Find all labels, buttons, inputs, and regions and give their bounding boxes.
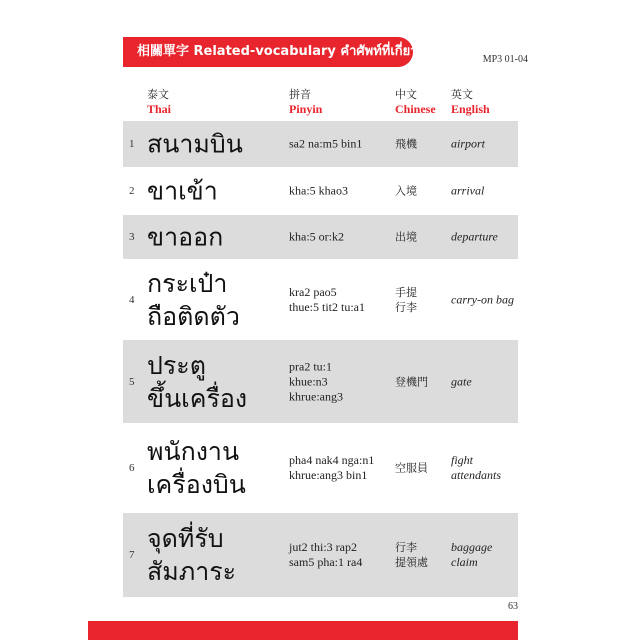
pinyin-text-cell (289, 359, 343, 404)
english-word: gate (451, 374, 472, 388)
pinyin-text: kha:5 khao3 (289, 183, 348, 198)
english-word-cell (451, 184, 484, 199)
chinese-word-cell (395, 540, 428, 570)
pinyin-text: khrue:ang3 bin1 (289, 468, 368, 482)
chinese-word-cell (395, 184, 417, 199)
column-header-thai-zh: 泰文 (147, 88, 169, 101)
row-number: 2 (129, 185, 135, 197)
pinyin-text: kra2 pao5 (289, 285, 337, 299)
thai-word-cell (147, 221, 223, 254)
english-word: arrival (451, 183, 485, 198)
english-word-cell (451, 540, 492, 570)
row-number: 7 (129, 549, 135, 561)
footer-bar (88, 621, 518, 640)
column-header-thai (147, 88, 171, 116)
chinese-word: 行李 (395, 541, 417, 554)
pinyin-text-cell (289, 230, 344, 245)
pinyin-text: sa2 na:m5 bin1 (289, 136, 363, 151)
row-number: 3 (129, 231, 135, 243)
table-row (123, 169, 518, 213)
column-header-chinese (395, 88, 436, 116)
column-header-english-en: English (451, 102, 490, 116)
pinyin-text: thue:5 tit2 tu:a1 (289, 300, 365, 314)
english-word-cell (451, 293, 514, 308)
table-row (123, 513, 518, 597)
chinese-word-cell (395, 285, 417, 315)
thai-word: ขาเข้า (147, 176, 218, 206)
english-word: fight (451, 453, 474, 467)
thai-word-cell (147, 435, 246, 501)
english-word-cell (451, 453, 501, 483)
chinese-word-cell (395, 230, 417, 245)
english-word: airport (451, 136, 486, 151)
chinese-word: 手提 (395, 286, 417, 299)
pinyin-text-cell (289, 137, 362, 152)
column-header-english (451, 88, 490, 116)
table-row (123, 262, 518, 338)
pinyin-text: jut2 thi:3 rap2 (289, 540, 357, 554)
table-row (123, 425, 518, 511)
pinyin-text: kha:5 or:k2 (289, 229, 344, 244)
chinese-word-cell (395, 374, 428, 389)
english-word-cell (451, 230, 498, 245)
thai-word: ถือติดตัว (147, 302, 240, 331)
thai-word: เครื่องบิน (147, 470, 246, 499)
thai-word-cell (147, 349, 247, 415)
english-word-cell (451, 137, 485, 152)
thai-word: สัมภาระ (147, 557, 237, 586)
column-header-thai-en: Thai (147, 102, 172, 116)
table-row (123, 215, 518, 259)
column-header-chinese-zh: 中文 (395, 88, 417, 101)
thai-word: สนามบิน (147, 129, 243, 159)
chinese-word: 登機門 (395, 375, 428, 388)
pinyin-text: pha4 nak4 nga:n1 (289, 453, 375, 467)
pinyin-text: khrue:ang3 (289, 389, 343, 403)
pinyin-text-cell (289, 540, 362, 570)
page-number: 63 (508, 601, 518, 612)
column-header-english-zh: 英文 (451, 88, 473, 101)
english-word: carry-on bag (451, 292, 514, 307)
english-word: claim (451, 555, 478, 569)
english-word: departure (451, 229, 498, 244)
section-title-banner: 相關單字 Related-vocabulary คำศัพท์ที่เกี่ยวข้อง (123, 37, 413, 67)
table-row (123, 340, 518, 423)
thai-word: กระเป๋า (147, 269, 228, 298)
thai-word: ขาออก (147, 222, 224, 252)
pinyin-text-cell (289, 285, 365, 315)
thai-word-cell (147, 267, 240, 333)
pinyin-text-cell (289, 184, 348, 199)
chinese-word-cell (395, 137, 417, 152)
thai-word: ขึ้นเครื่อง (147, 383, 248, 413)
pinyin-text-cell (289, 453, 374, 483)
thai-word: จุดที่รับ (147, 524, 224, 553)
pinyin-text: pra2 tu:1 (289, 359, 332, 373)
pinyin-text: sam5 pha:1 ra4 (289, 555, 363, 569)
chinese-word: 入境 (395, 184, 417, 198)
chinese-word: 飛機 (395, 137, 417, 151)
column-header-pinyin (289, 88, 322, 116)
thai-word-cell (147, 175, 218, 208)
thai-word-cell (147, 522, 236, 588)
chinese-word: 空服員 (395, 461, 428, 475)
chinese-word: 出境 (395, 230, 417, 244)
english-word: attendants (451, 468, 501, 482)
english-word-cell (451, 374, 472, 389)
chinese-word: 提領處 (395, 556, 428, 569)
chinese-word-cell (395, 461, 428, 476)
column-header-pinyin-en: Pinyin (289, 102, 323, 116)
thai-word: ประตู (147, 350, 206, 380)
audio-track-label: MP3 01-04 (482, 54, 528, 65)
chinese-word: 行李 (395, 301, 417, 314)
english-word: baggage (451, 540, 493, 554)
row-number: 1 (129, 138, 135, 150)
thai-word: พนักงาน (147, 437, 240, 466)
row-number: 4 (129, 294, 135, 306)
column-header-chinese-en: Chinese (395, 102, 436, 116)
thai-word-cell (147, 128, 243, 161)
pinyin-text: khue:n3 (289, 374, 328, 388)
row-number: 5 (129, 375, 135, 388)
row-number: 6 (129, 462, 135, 474)
column-header-pinyin-zh: 拼音 (289, 88, 311, 101)
table-row (123, 121, 518, 167)
